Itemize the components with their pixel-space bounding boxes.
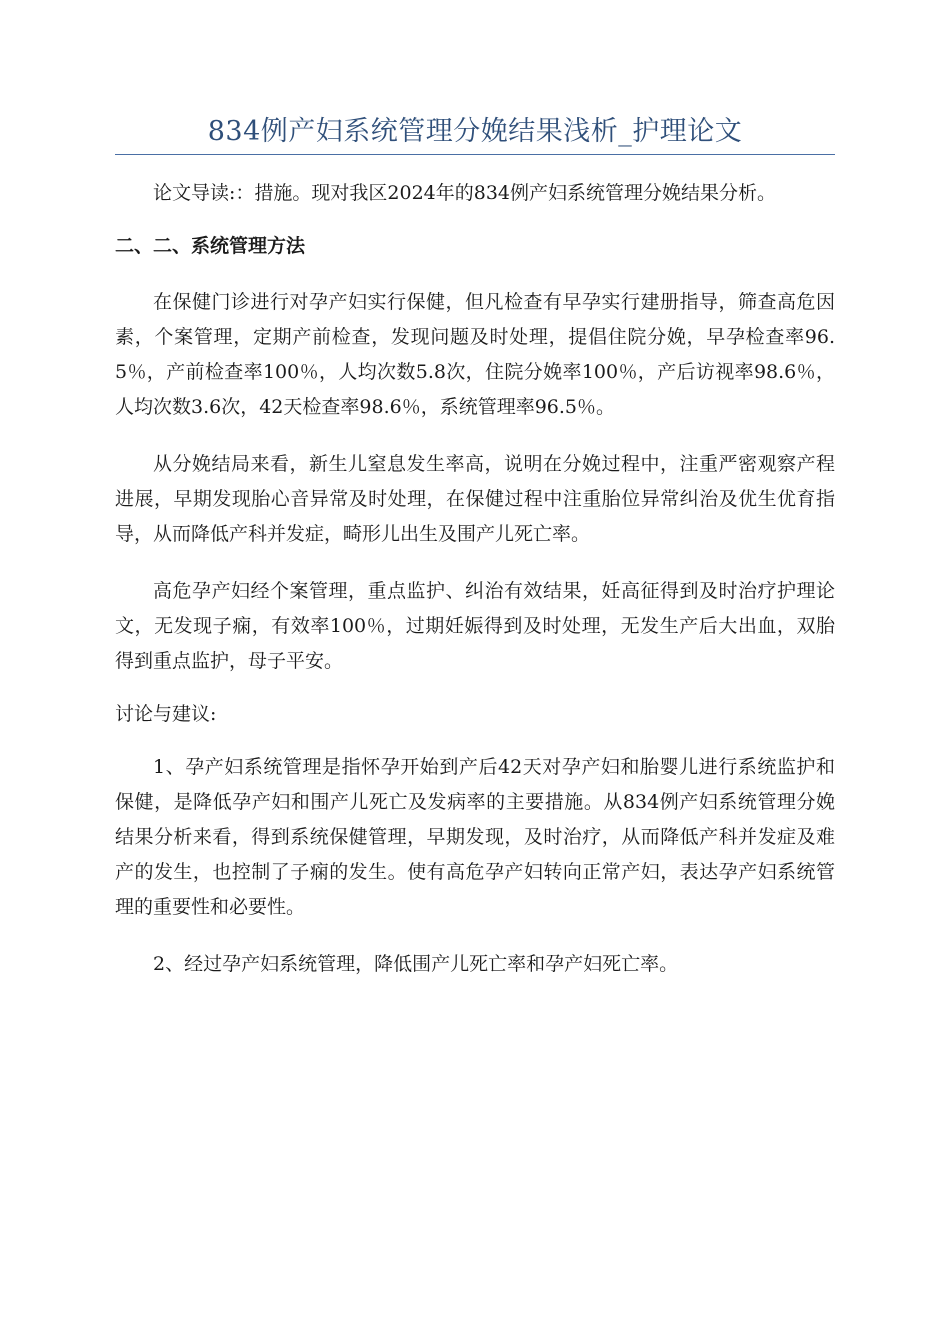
discussion-paragraph-1: 1、孕产妇系统管理是指怀孕开始到产后42天对孕产妇和胎婴儿进行系统监护和保健，是降低孕产妇和围产儿死亡及发病率的主要措施。从834例产妇系统管理分娩结果分析来看，得到系统保健管理，早期发现，及时治疗，从而降低产科并发症及难产的发生，也控制了子痫的发生。使有高危孕产妇转向正常产妇，表达孕产妇系统管理的重要性和必要性。 bbox=[115, 756, 835, 918]
title-underline bbox=[115, 154, 835, 155]
method-paragraph-1: 在保健门诊进行对孕产妇实行保健，但凡检查有早孕实行建册指导，筛查高危因素，个案管理，定期产前检查，发现问题及时处理，提倡住院分娩，早孕检查率96.5％，产前检查率100％，人均次数5.8次，住院分娩率100％，产后访视率98.6％，人均次数3.6次，42天检查率98.6％，系统管理率96.5％。 bbox=[115, 291, 835, 418]
method-paragraph-3: 高危孕产妇经个案管理，重点监护、纠治有效结果，妊高征得到及时治疗护理论文，无发现子痫，有效率100％，过期妊娠得到及时处理，无发生产后大出血，双胎得到重点监护，母子平安。 bbox=[115, 580, 835, 672]
discussion-label: 讨论与建议: bbox=[115, 703, 217, 725]
section-heading: 二、二、系统管理方法 bbox=[115, 235, 306, 257]
intro-paragraph: 论文导读:：措施。现对我区2024年的834例产妇系统管理分娩结果分析。 bbox=[153, 182, 777, 204]
document-title: 834例产妇系统管理分娩结果浅析_护理论文 bbox=[207, 116, 743, 147]
discussion-paragraph-2: 2、经过孕产妇系统管理，降低围产儿死亡率和孕产妇死亡率。 bbox=[153, 953, 679, 975]
document-body bbox=[115, 176, 835, 982]
method-paragraph-2: 从分娩结局来看，新生儿窒息发生率高，说明在分娩过程中，注重严密观察产程进展，早期发现胎心音异常及时处理，在保健过程中注重胎位异常纠治及优生优育指导，从而降低产科并发症，畸形儿出生及围产儿死亡率。 bbox=[115, 453, 835, 545]
